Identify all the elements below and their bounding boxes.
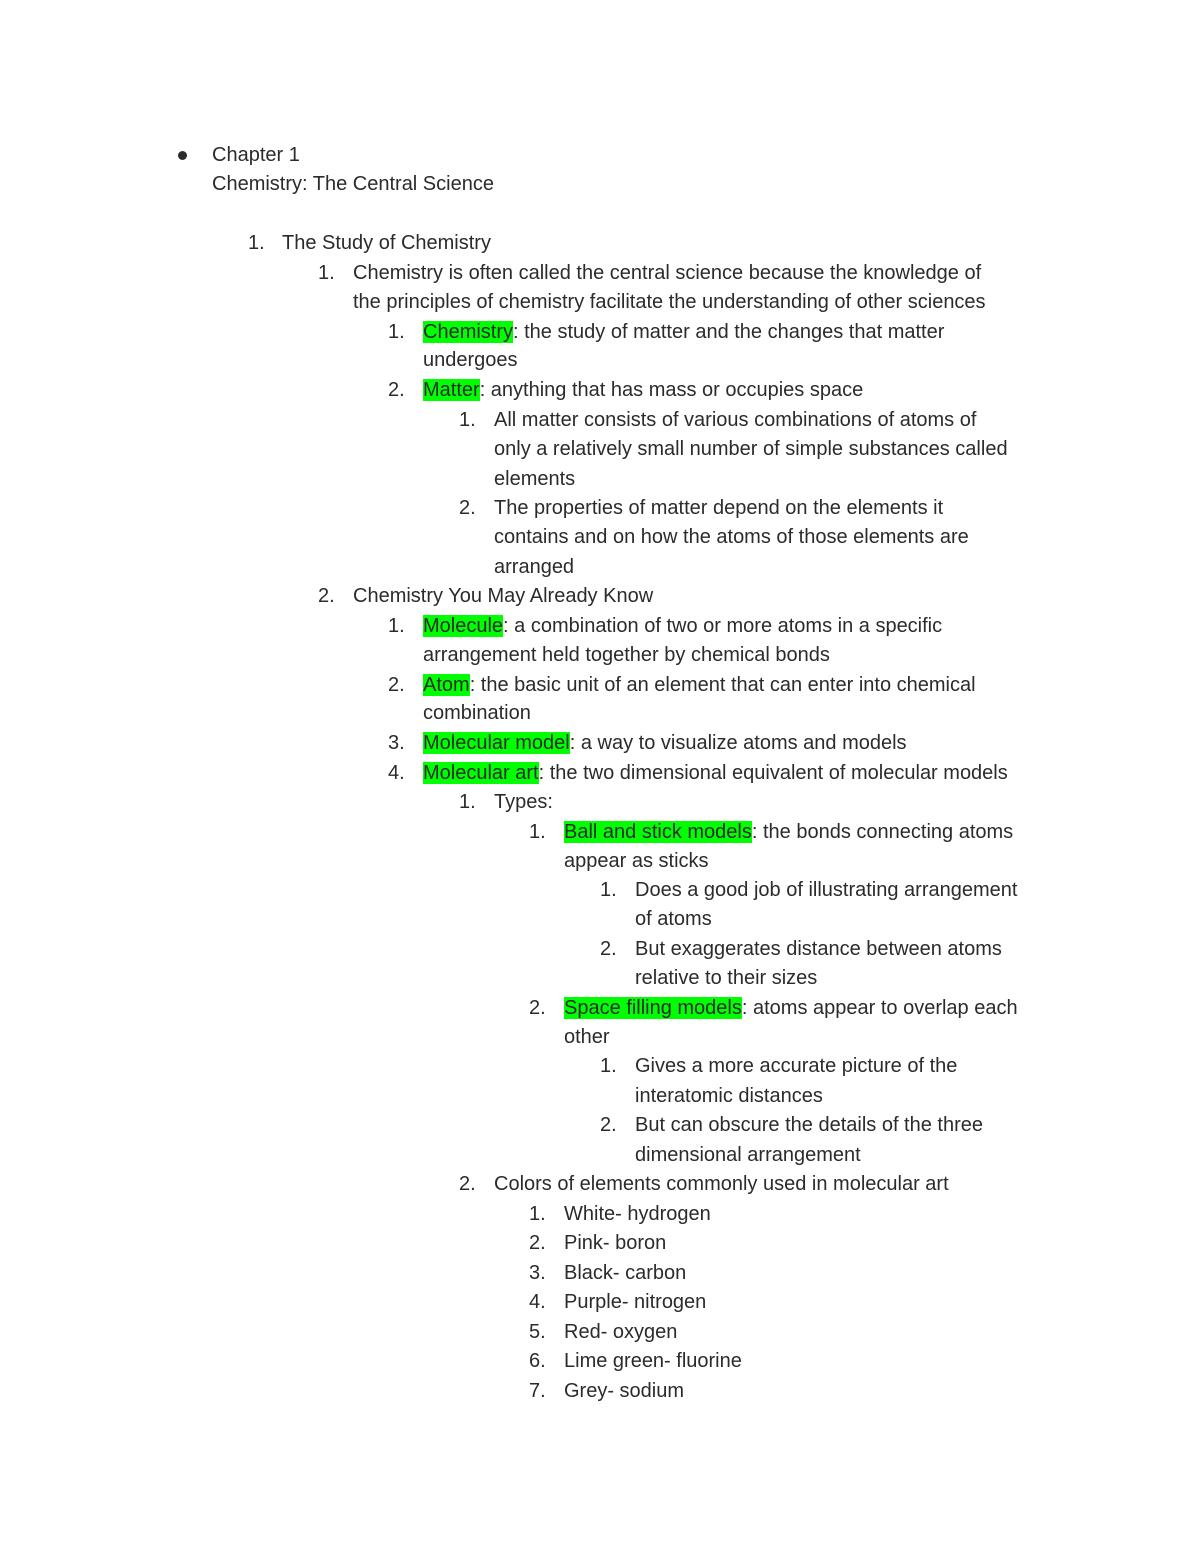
color-list-item: Black- carbon: [564, 1262, 687, 1284]
highlighted-term: Chemistry: [423, 321, 514, 343]
list-item-text: relative to their sizes: [635, 967, 818, 989]
list-item-text: the principles of chemistry facilitate the understanding of other sciences: [353, 291, 986, 313]
list-item-text: arrangement held together by chemical bonds: [423, 644, 830, 666]
section-heading: Chemistry You May Already Know: [353, 585, 654, 607]
list-number: 2.: [459, 1173, 476, 1195]
definition-item: [423, 320, 944, 344]
list-number: 3.: [388, 732, 405, 754]
list-number: 2.: [459, 497, 476, 519]
highlighted-term: Molecule: [423, 615, 504, 637]
list-item-text: contains and on how the atoms of those elements are: [494, 526, 969, 548]
chapter-subtitle: Chemistry: The Central Science: [212, 173, 494, 195]
definition-text: : the bonds connecting atoms: [751, 821, 1014, 843]
definition-text: : atoms appear to overlap each: [741, 997, 1018, 1019]
list-number: 5.: [529, 1321, 546, 1343]
list-number: 1.: [318, 262, 335, 284]
definition-item: [423, 673, 976, 697]
bullet-icon: [178, 151, 187, 160]
definition-item: [423, 378, 863, 402]
list-number: 2.: [529, 997, 546, 1019]
highlighted-term: Matter: [423, 379, 480, 401]
list-number: 2.: [600, 1114, 617, 1136]
list-number: 1.: [388, 321, 405, 343]
color-list-item: Red- oxygen: [564, 1321, 678, 1343]
list-item-text: interatomic distances: [635, 1085, 823, 1107]
list-number: 6.: [529, 1350, 546, 1372]
section-heading: The Study of Chemistry: [282, 232, 491, 254]
list-item-text: Types:: [494, 791, 553, 813]
chapter-title: Chapter 1: [212, 144, 300, 166]
list-item-text: appear as sticks: [564, 850, 709, 872]
list-number: 2.: [318, 585, 335, 607]
definition-item: [423, 731, 907, 755]
highlighted-term: Molecular model: [423, 732, 570, 754]
list-item-text: But exaggerates distance between atoms: [635, 938, 1002, 960]
definition-item: [423, 614, 942, 638]
list-item-text: only a relatively small number of simple substances called: [494, 438, 1008, 460]
list-number: 1.: [529, 1203, 546, 1225]
color-list-item: White- hydrogen: [564, 1203, 711, 1225]
list-number: 1.: [459, 409, 476, 431]
list-number: 1.: [600, 1055, 617, 1077]
definition-item: [423, 761, 1008, 785]
list-item-text: All matter consists of various combinations of atoms of: [494, 409, 977, 431]
list-number: 2.: [388, 674, 405, 696]
definition-text: : anything that has mass or occupies space: [479, 379, 864, 401]
list-number: 1.: [600, 879, 617, 901]
definition-text: : the two dimensional equivalent of molecular models: [538, 762, 1008, 784]
list-item-text: elements: [494, 468, 576, 490]
definition-text: : a way to visualize atoms and models: [569, 732, 907, 754]
list-number: 2.: [529, 1232, 546, 1254]
list-item-text: dimensional arrangement: [635, 1144, 861, 1166]
list-number: 4.: [529, 1291, 546, 1313]
list-number: 2.: [600, 938, 617, 960]
highlighted-term: Space filling models: [564, 997, 742, 1019]
list-number: 3.: [529, 1262, 546, 1284]
list-item-text: Gives a more accurate picture of the: [635, 1055, 958, 1077]
definition-text: : a combination of two or more atoms in a specific: [503, 615, 943, 637]
list-item-text: Colors of elements commonly used in molecular art: [494, 1173, 949, 1195]
color-list-item: Grey- sodium: [564, 1380, 685, 1402]
definition-text: : the study of matter and the changes that matter: [513, 321, 945, 343]
list-number: 1.: [388, 615, 405, 637]
list-item-text: But can obscure the details of the three: [635, 1114, 983, 1136]
list-item-text: combination: [423, 702, 531, 724]
list-item-text: The properties of matter depend on the elements it: [494, 497, 944, 519]
definition-text: : the basic unit of an element that can enter into chemical: [469, 674, 976, 696]
definition-item: [564, 820, 1013, 844]
list-item-text: arranged: [494, 556, 575, 578]
list-number: 2.: [388, 379, 405, 401]
list-number: 7.: [529, 1380, 546, 1402]
highlighted-term: Molecular art: [423, 762, 539, 784]
highlighted-term: Atom: [423, 674, 470, 696]
list-item-text: undergoes: [423, 349, 518, 371]
list-item-text: Chemistry is often called the central science because the knowledge of: [353, 262, 982, 284]
color-list-item: Lime green- fluorine: [564, 1350, 742, 1372]
list-number: 1.: [529, 821, 546, 843]
list-item-text: of atoms: [635, 908, 712, 930]
color-list-item: Purple- nitrogen: [564, 1291, 707, 1313]
list-item-text: other: [564, 1026, 610, 1048]
highlighted-term: Ball and stick models: [564, 821, 752, 843]
list-number: 1.: [248, 232, 265, 254]
definition-item: [564, 996, 1018, 1020]
list-number: 4.: [388, 762, 405, 784]
color-list-item: Pink- boron: [564, 1232, 667, 1254]
list-number: 1.: [459, 791, 476, 813]
list-item-text: Does a good job of illustrating arrangement: [635, 879, 1018, 901]
